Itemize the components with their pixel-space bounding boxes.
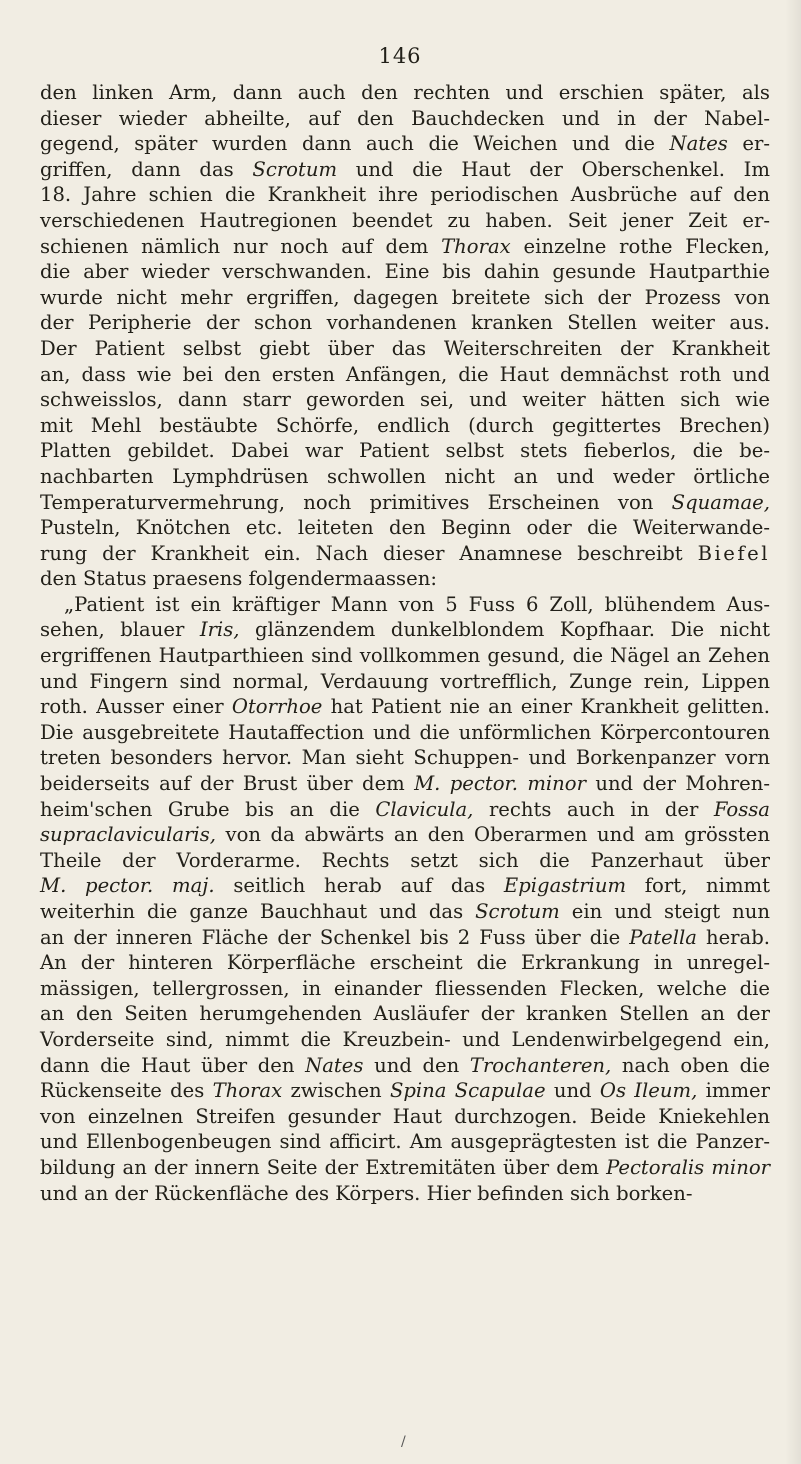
text-line <box>40 438 770 464</box>
text-line <box>40 80 770 106</box>
text-line <box>40 259 770 285</box>
page-number: 146 <box>378 44 422 68</box>
text-line <box>40 515 770 541</box>
text-run: „Patient ist ein kräftiger Mann von 5 Fuss 6 Zoll, blühendem Aus- <box>64 592 770 616</box>
text-line <box>40 106 770 132</box>
text-run: hat Patient nie an einer Krankheit gelitten. <box>322 695 770 719</box>
text-run: Der Patient selbst giebt über das Weiterschreiten der Krankheit <box>40 336 770 360</box>
italic-term: supraclavicularis, <box>40 823 216 847</box>
body-text <box>40 80 770 1206</box>
text-line <box>40 1129 770 1155</box>
text-line <box>40 797 770 823</box>
text-run: Theile der Vorderarme. Rechts setzt sich die Panzerhaut über <box>40 848 770 872</box>
text-line <box>40 234 770 260</box>
text-run: dann die Haut über den <box>40 1053 306 1077</box>
text-line <box>40 490 770 516</box>
text-run: und die Haut der Oberschenkel. Im <box>337 157 770 181</box>
text-run: und Ellenbogenbeugen sind afficirt. Am ausgeprägtesten ist die Panzer- <box>40 1130 770 1154</box>
text-line <box>40 336 770 362</box>
text-line <box>40 1053 770 1079</box>
text-run: dieser wieder abheilte, auf den Bauchdecken und in der Nabel- <box>40 106 770 130</box>
text-line <box>40 362 770 388</box>
text-run: nachbarten Lymphdrüsen schwollen nicht an und weder örtliche <box>40 464 770 488</box>
italic-term: Nates <box>669 132 728 156</box>
scan-edge <box>785 0 801 1464</box>
italic-term: Squamae, <box>671 490 770 514</box>
text-run: roth. Ausser einer <box>40 695 232 719</box>
text-run: rechts auch in der <box>473 797 714 821</box>
text-run: an den Seiten herumgehenden Ausläufer der kranken Stellen an der <box>40 1002 770 1026</box>
text-run: glänzendem dunkelblondem Kopfhaar. Die nicht <box>239 618 770 642</box>
text-run: der Peripherie der schon vorhandenen kranken Stellen weiter aus. <box>40 311 770 335</box>
text-run: rung der Krankheit ein. Nach dieser Anamnese beschreibt <box>40 541 698 565</box>
text-run: einzelne rothe Flecken, <box>510 234 770 258</box>
text-run: mit Mehl bestäubte Schörfe, endlich (durch gegittertes Brechen) <box>40 413 770 437</box>
text-run: Rückenseite des <box>40 1079 213 1103</box>
text-run: bildung an der innern Seite der Extremitäten über dem <box>40 1155 607 1179</box>
text-run: sehen, blauer <box>40 618 200 642</box>
italic-term: Epigastrium <box>503 874 627 898</box>
text-line <box>40 1001 770 1027</box>
italic-term: Spina Scapulae <box>389 1079 546 1103</box>
text-run: ein und steigt nun <box>559 900 770 923</box>
text-line <box>40 643 770 669</box>
text-run: Die ausgebreitete Hautaffection und die unförmlichen Körpercontouren <box>40 720 770 744</box>
text-run: ergriffenen Hautparthieen sind vollkommen gesund, die Nägel an Zehen <box>40 644 770 668</box>
text-run: immer <box>697 1079 770 1103</box>
text-run: mässigen, tellergrossen, in einander fliessenden Flecken, welche die <box>40 976 770 1000</box>
text-run: den linken Arm, dann auch den rechten und erschien später, als <box>40 81 770 104</box>
text-run: gegend, später wurden dann auch die Weichen und die <box>40 132 670 156</box>
text-line <box>40 541 770 567</box>
text-run: heim'schen Grube bis an die <box>40 797 376 821</box>
italic-term: M. pector. minor <box>414 772 586 796</box>
text-line <box>40 950 770 976</box>
text-line <box>40 208 770 234</box>
text-run: und Fingern sind normal, Verdauung vortrefflich, Zunge rein, Lippen <box>40 669 770 693</box>
text-line <box>40 566 770 592</box>
text-line <box>40 387 770 413</box>
text-run: an, dass wie bei den ersten Anfängen, die Haut demnächst roth und <box>40 362 770 386</box>
text-run: zwischen <box>282 1079 390 1103</box>
italic-term: Otorrhoe <box>231 695 323 719</box>
italic-term: Thorax <box>441 234 511 258</box>
text-line <box>40 413 770 439</box>
text-run: die aber wieder verschwanden. Eine bis dahin gesunde Hautparthie <box>40 260 770 284</box>
text-run: nach oben die <box>611 1053 770 1077</box>
text-line <box>40 1027 770 1053</box>
italic-term: Clavicula, <box>375 797 474 821</box>
italic-term: Patella <box>629 925 697 949</box>
text-run: treten besonders hervor. Man sieht Schuppen- und Borkenpanzer vorn <box>40 746 770 770</box>
italic-term: Os Ileum, <box>599 1079 698 1103</box>
text-run: wurde nicht mehr ergriffen, dagegen breitete sich der Prozess von <box>40 285 770 309</box>
italic-term: Nates <box>305 1053 364 1077</box>
text-run: weiterhin die ganze Bauchhaut und das <box>40 900 476 923</box>
text-run: schweisslos, dann starr geworden sei, und weiter hätten sich wie <box>40 388 770 412</box>
text-run: von einzelnen Streifen gesunder Haut durchzogen. Beide Kniekehlen <box>40 1104 770 1128</box>
italic-term: Pectoralis minor <box>606 1155 770 1179</box>
text-run: fort, nimmt <box>626 874 770 898</box>
text-run: 18. Jahre schien die Krankheit ihre periodischen Ausbrüche auf den <box>40 183 770 207</box>
text-run: Temperaturvermehrung, noch primitives Erscheinen von <box>40 490 672 514</box>
text-run: herab. <box>696 925 770 949</box>
text-run: er- <box>727 132 771 156</box>
text-line <box>40 771 770 797</box>
text-line <box>40 694 770 720</box>
text-line <box>40 976 770 1002</box>
footer-mark: / <box>401 1434 406 1450</box>
text-run: seitlich herab auf das <box>214 874 504 898</box>
text-run: beiderseits auf der Brust über dem <box>40 772 415 796</box>
text-line <box>40 745 770 771</box>
text-run: Vorderseite sind, nimmt die Kreuzbein- und Lendenwirbelgegend ein, <box>40 1027 770 1051</box>
text-run: schienen nämlich nur noch auf dem <box>40 234 442 258</box>
italic-term: Thorax <box>212 1079 283 1103</box>
text-line <box>40 669 770 695</box>
text-line <box>40 899 770 925</box>
text-line <box>40 285 770 311</box>
text-run: An der hinteren Körperfläche erscheint die Erkrankung in unregel- <box>40 951 770 975</box>
text-run: griffen, dann das <box>40 157 253 181</box>
text-line <box>40 1181 770 1207</box>
text-run: und an der Rückenfläche des Körpers. Hier befinden sich borken- <box>40 1181 693 1205</box>
italic-term: Scrotum <box>475 900 560 923</box>
text-line <box>40 1104 770 1130</box>
text-line <box>40 464 770 490</box>
spaced-name: Biefel <box>697 541 770 565</box>
italic-term: Scrotum <box>252 157 338 181</box>
text-line <box>40 720 770 746</box>
text-line <box>40 131 770 157</box>
italic-term: Fossa <box>713 797 770 821</box>
text-line <box>40 182 770 208</box>
text-run: an der inneren Fläche der Schenkel bis 2 Fuss über die <box>40 925 630 949</box>
text-line <box>40 157 770 183</box>
text-line <box>40 925 770 951</box>
text-run: und der Mohren- <box>585 772 770 796</box>
italic-term: Trochanteren, <box>469 1053 612 1077</box>
italic-term: M. pector. maj. <box>40 874 215 898</box>
text-run: verschiedenen Hautregionen beendet zu haben. Seit jener Zeit er- <box>40 208 770 232</box>
paragraph <box>40 80 770 592</box>
text-run: von da abwärts an den Oberarmen und am grössten <box>215 823 770 847</box>
text-run: den Status praesens folgendermaassen: <box>40 567 437 591</box>
text-run: und <box>545 1079 600 1103</box>
text-line <box>40 310 770 336</box>
text-run: und den <box>363 1053 470 1077</box>
text-line <box>40 848 770 874</box>
text-line <box>40 617 770 643</box>
text-line <box>40 822 770 848</box>
text-line <box>40 873 770 899</box>
text-run: Platten gebildet. Dabei war Patient selbst stets fieberlos, die be- <box>40 439 770 463</box>
text-line <box>40 1155 770 1181</box>
text-line <box>40 1078 770 1104</box>
italic-term: Iris, <box>199 618 240 642</box>
text-line <box>40 592 770 618</box>
text-run: Pusteln, Knötchen etc. leiteten den Beginn oder die Weiterwande- <box>40 516 770 540</box>
paragraph <box>40 592 770 1206</box>
